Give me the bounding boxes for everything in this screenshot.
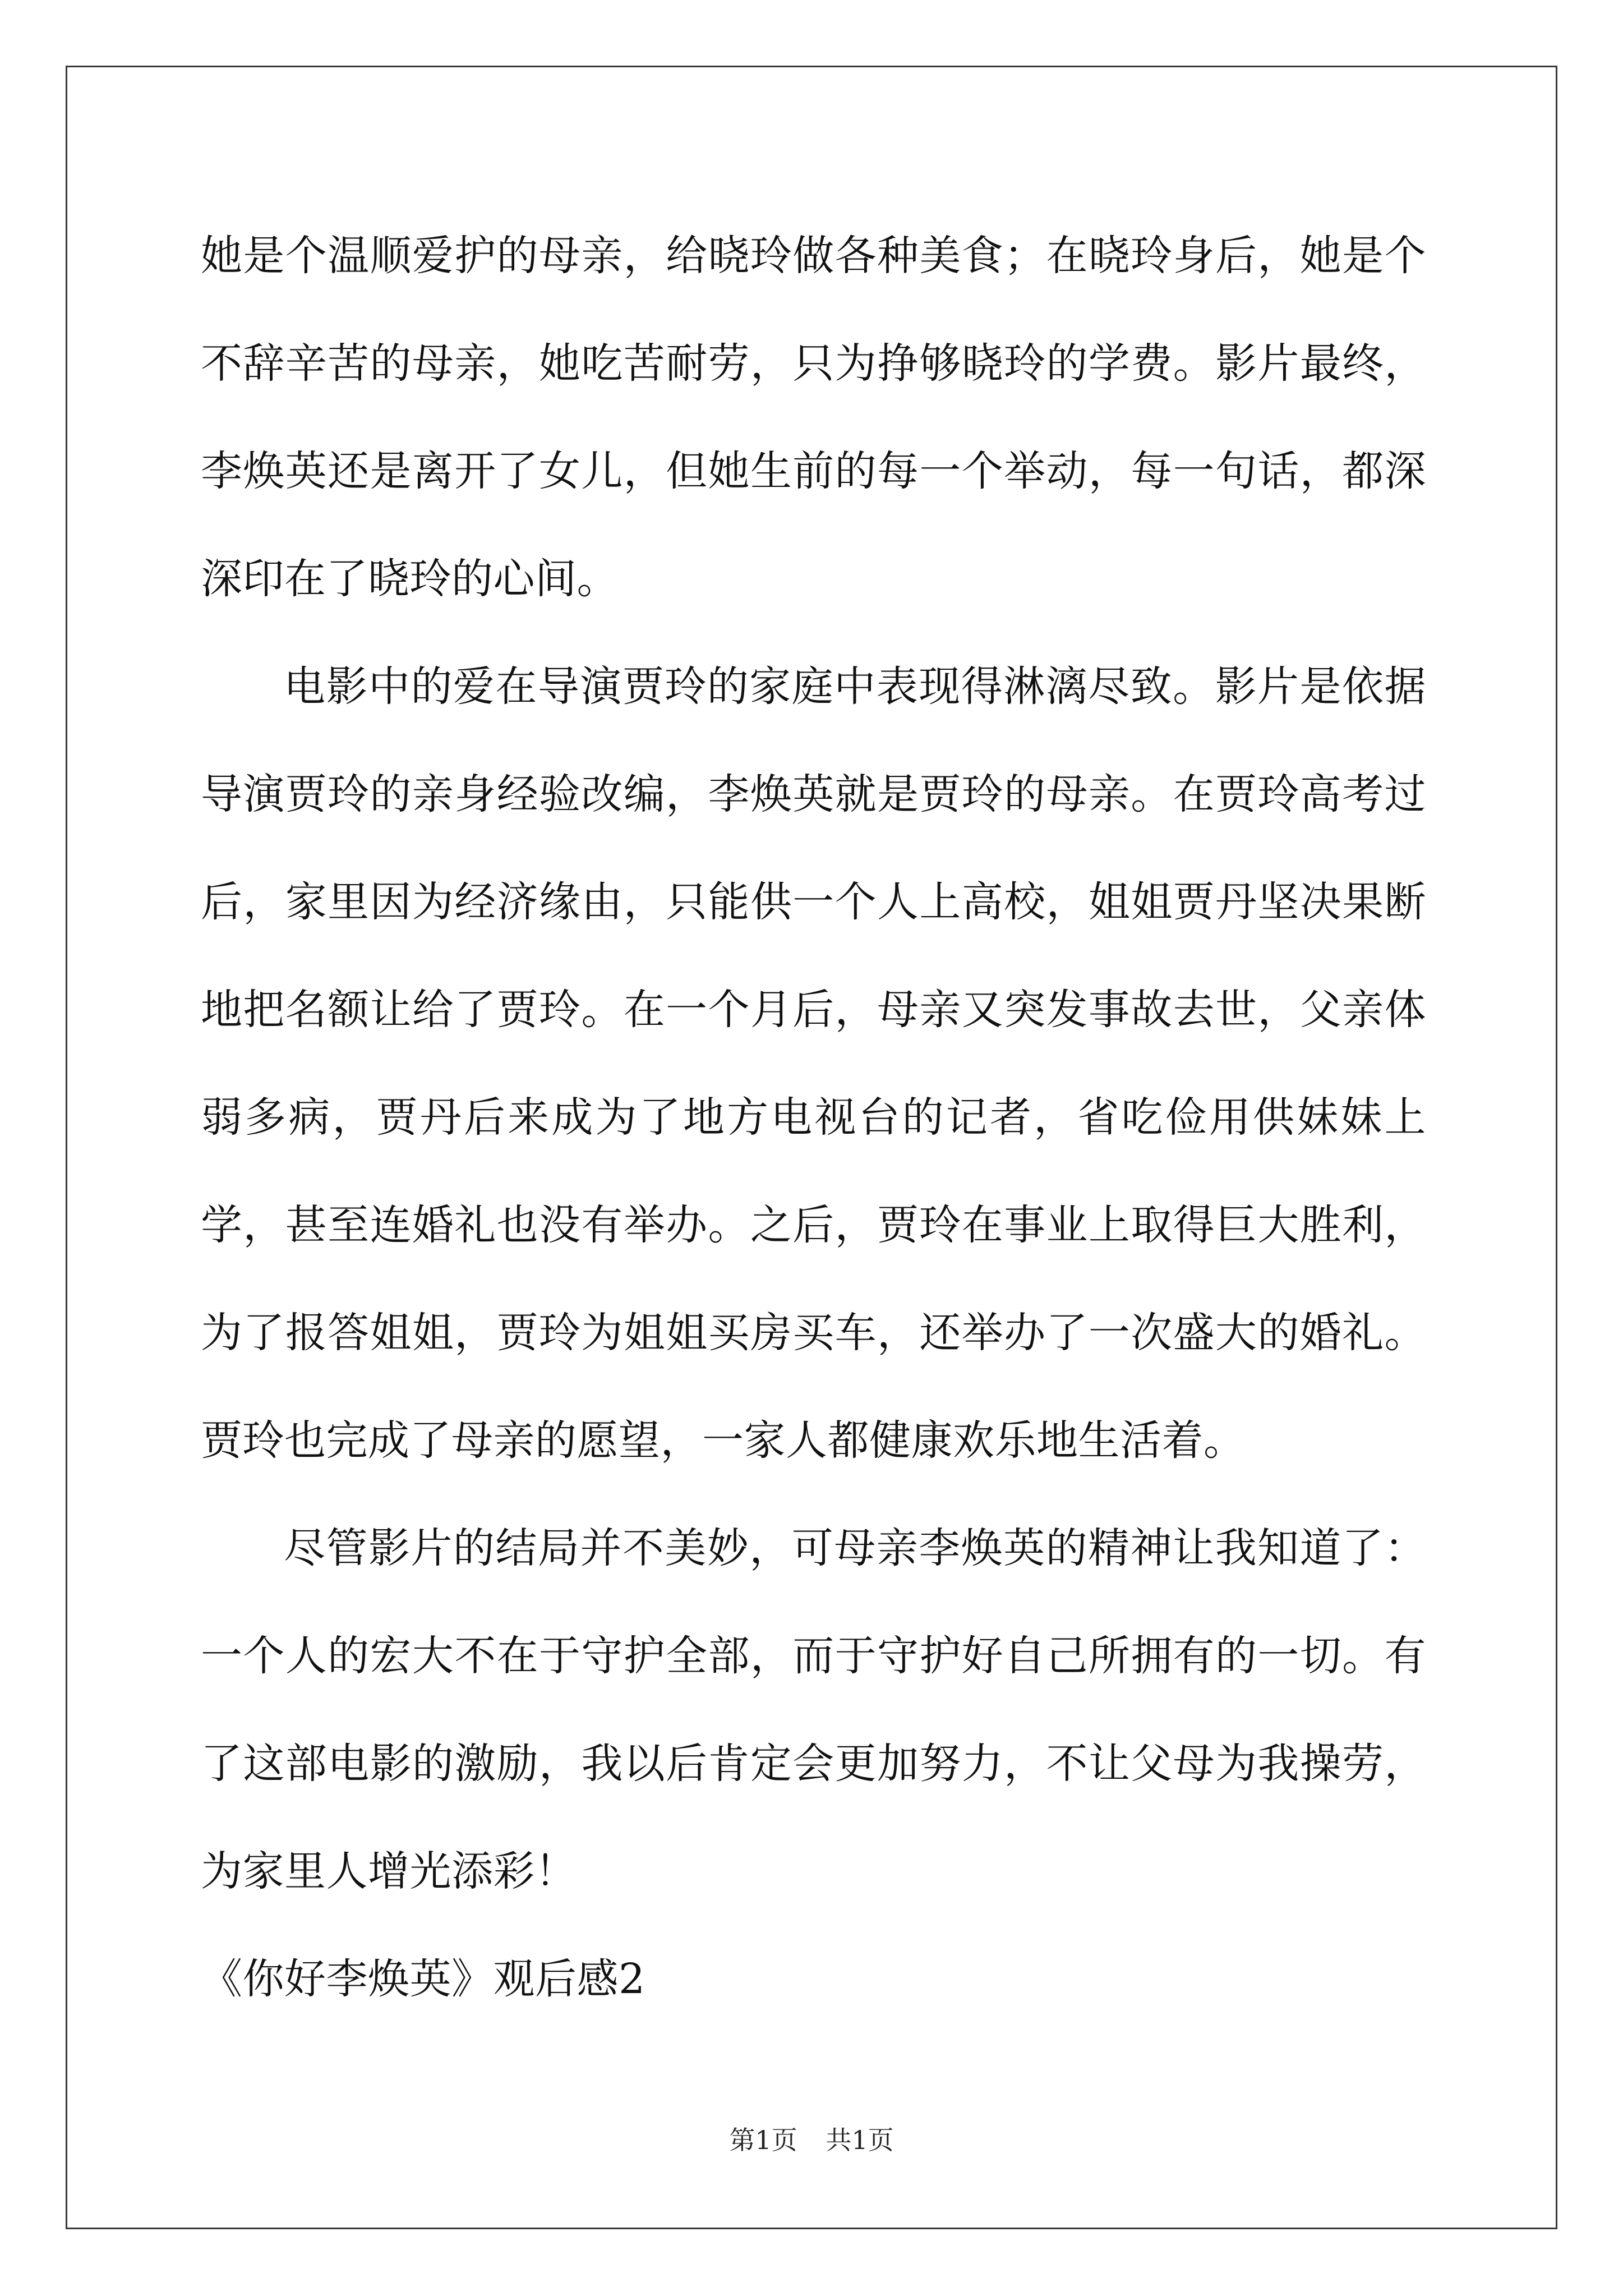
page-number-current: 第1页 (729, 2125, 797, 2155)
paragraph-continued: 她是个温顺爱护的母亲，给晓玲做各种美食；在晓玲身后，她是个不辞辛苦的母亲，她吃苦耐劳，只为挣够晓玲的学费。影片最终，李焕英还是离开了女儿，但她生前的每一个举动，每一句话，都深深印在了晓玲的心间。 (201, 232, 1426, 603)
paragraph-director-family: 电影中的爱在导演贾玲的家庭中表现得淋漓尽致。影片是依据导演贾玲的亲身经验改编，李焕英就是贾玲的母亲。在贾玲高考过后，家里因为经济缘由，只能供一个人上高校，姐姐贾丹坚决果断地把名额让给了贾玲。在一个月后，母亲又突发事故去世，父亲体弱多病，贾丹后来成为了地方电视台的记者，省吃俭用供妹妹上学，甚至连婚礼也没有举办。之后，贾玲在事业上取得巨大胜利，为了报答姐姐，贾玲为姐姐买房买车，还举办了一次盛大的婚礼。贾玲也完成了母亲的愿望，一家人都健康欢乐地生活着。 (201, 662, 1426, 1465)
section-heading: 《你好李焕英》观后感2 (201, 1955, 645, 2003)
page-footer (0, 2123, 1623, 2157)
page-number-total: 共1页 (826, 2125, 894, 2155)
paragraph-conclusion: 尽管影片的结局并不美妙，可母亲李焕英的精神让我知道了：一个人的宏大不在于守护全部，而于守护好自己所拥有的一切。有了这部电影的激励，我以后肯定会更加努力，不让父母为我操劳，为家里人增光添彩！ (201, 1524, 1426, 1895)
document-body (201, 202, 1426, 2033)
